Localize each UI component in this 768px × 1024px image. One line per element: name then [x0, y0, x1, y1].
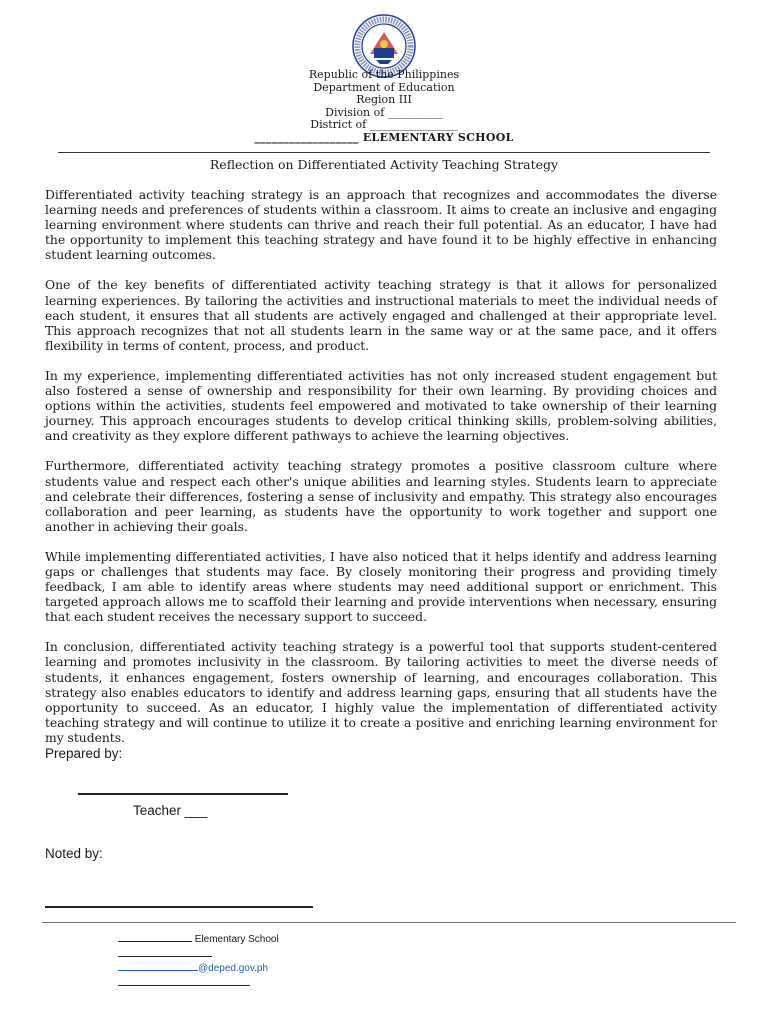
- header-country: Republic of the Philippines: [308, 68, 460, 81]
- header-department: Department of Education: [313, 80, 455, 94]
- paragraph: Differentiated activity teaching strategy is an approach that recognizes and accommodates the diverse learning needs and preferences of students within a classroom. It aims to create an inclusive and engaging learning environment where students can thrive and reach their full potential. As an educator, I have had the opportunity to implement this teaching strategy and have found it to be highly effective in enhancing student learning outcomes.: [45, 187, 717, 263]
- footer: [118, 932, 279, 990]
- footer-email-link[interactable]: @deped.gov.ph: [198, 963, 269, 974]
- footer-address-row: [118, 947, 279, 962]
- footer-school-row: [118, 932, 279, 947]
- footer-phone-row: [118, 976, 279, 991]
- footer-email-blank: [118, 961, 198, 971]
- paragraph: Furthermore, differentiated activity teaching strategy promotes a positive classroom culture where students value and respect each other's unique abilities and learning styles. Students learn to appreciate and celebrate their differences, fostering a sense of inclusivity and empathy. This strategy also encourages collaboration and peer learning, as students have the opportunity to work together and support one another in achieving their goals.: [45, 458, 717, 534]
- prepared-by-label: Prepared by:: [45, 746, 123, 761]
- paragraph: One of the key benefits of differentiated activity teaching strategy is that it allows for personalized learning experiences. By tailoring the activities and instructional materials to meet the individual needs of each student, it ensures that all students are actively engaged and challenged at their appropriate level. This approach recognizes that not all students learn in the same way or at the same pace, and it offers flexibility in terms of content, process, and product.: [45, 277, 717, 353]
- header-school: [0, 132, 768, 145]
- letterhead: [0, 69, 768, 145]
- noted-by-label: Noted by:: [45, 846, 103, 861]
- document-title: Reflection on Differentiated Activity Teaching Strategy: [209, 157, 559, 172]
- noted-by-signature-line: [45, 906, 313, 908]
- header-district: District of ________________: [310, 118, 458, 132]
- school-name-blank: __________________: [254, 130, 359, 144]
- header-divider: [58, 152, 710, 153]
- paragraph: While implementing differentiated activities, I have also noticed that it helps identify and address learning gaps or challenges that students may face. By closely monitoring their progress and providing timely feedback, I am able to identify areas where students may need additional support or enrichment. This targeted approach allows me to scaffold their learning and provide interventions when necessary, ensuring that each student receives the necessary support to succeed.: [45, 548, 717, 625]
- reflection-body: [45, 187, 717, 760]
- teacher-label: Teacher ___: [133, 803, 208, 818]
- school-label: ELEMENTARY SCHOOL: [358, 130, 514, 144]
- footer-address-blank: [118, 947, 212, 957]
- footer-divider: [42, 922, 736, 923]
- paragraph: In my experience, implementing differentiated activities has not only increased student engagement but also fostered a sense of ownership and responsibility for their own learning. By providing choices and options within the activities, students feel empowered and motivated to take ownership of their learning journey. This approach encourages students to develop critical thinking skills, problem-solving abilities, and creativity as they explore different pathways to achieve the learning objectives.: [45, 367, 717, 444]
- header-region: Region III: [356, 93, 412, 107]
- footer-school-blank: [118, 932, 192, 942]
- paragraph: In conclusion, differentiated activity teaching strategy is a powerful tool that supports student-centered learning and promotes inclusivity in the classroom. By tailoring activities to meet the diverse needs of students, it enhances engagement, fosters ownership of learning, and encourages collaboration. This strategy also enables educators to identify and address learning gaps, ensuring that all students have the opportunity to succeed. As an educator, I highly value the implementation of differentiated activity teaching strategy and will continue to utilize it to create a positive and enriching learning environment for my students.: [45, 639, 717, 745]
- teacher-signature-line: [78, 793, 288, 795]
- footer-phone-blank: [118, 976, 250, 986]
- header-division: Division of __________: [325, 105, 443, 119]
- footer-school-label: Elementary School: [192, 934, 279, 945]
- footer-email-row[interactable]: [118, 961, 279, 976]
